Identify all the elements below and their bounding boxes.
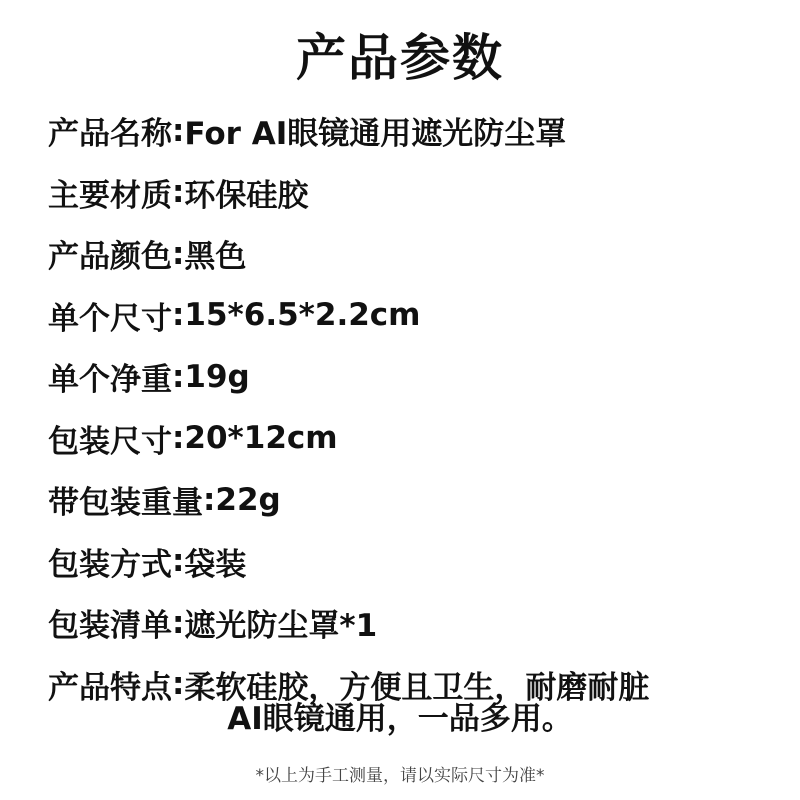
spec-label: 主要材质 — [48, 177, 172, 214]
spec-separator: : — [172, 112, 185, 149]
spec-row-packaging-method — [48, 531, 788, 593]
spec-list — [48, 100, 788, 715]
spec-row-package-size — [48, 408, 788, 470]
spec-row-product-name — [48, 100, 788, 162]
features-continuation: AI眼镜通用，一品多用。 — [227, 701, 573, 737]
spec-value: 15*6.5*2.2cm — [184, 297, 421, 334]
spec-row-unit-size — [48, 285, 788, 347]
spec-value: 袋装 — [184, 546, 247, 583]
spec-label: 产品名称 — [48, 116, 172, 153]
spec-value: 柔软硅胶，方便且卫生，耐磨耐脏 — [184, 669, 650, 706]
spec-value: 22g — [215, 481, 281, 518]
spec-value: 遮光防尘罩*1 — [184, 608, 378, 645]
spec-label: 产品颜色 — [48, 239, 172, 276]
spec-separator: : — [203, 481, 216, 518]
spec-label: 包装方式 — [48, 546, 172, 583]
spec-row-package-contents — [48, 592, 788, 654]
spec-separator: : — [172, 235, 185, 272]
spec-separator: : — [172, 297, 185, 334]
spec-row-color — [48, 223, 788, 285]
spec-row-gross-weight — [48, 469, 788, 531]
spec-row-material — [48, 162, 788, 224]
spec-label: 单个净重 — [48, 362, 172, 399]
spec-separator: : — [172, 358, 185, 395]
spec-value: For AI眼镜通用遮光防尘罩 — [184, 116, 567, 153]
spec-value: 19g — [184, 358, 250, 395]
spec-label: 包装清单 — [48, 608, 172, 645]
spec-label: 包装尺寸 — [48, 423, 172, 460]
spec-value: 环保硅胶 — [184, 177, 309, 214]
spec-separator: : — [172, 666, 185, 703]
spec-label: 产品特点 — [48, 669, 172, 706]
spec-separator: : — [172, 543, 185, 580]
page-title: 产品参数 — [296, 29, 504, 87]
spec-value: 20*12cm — [184, 420, 338, 457]
spec-label: 带包装重量 — [48, 485, 203, 522]
spec-separator: : — [172, 420, 185, 457]
spec-separator: : — [172, 604, 185, 641]
spec-row-net-weight — [48, 346, 788, 408]
measurement-note: *以上为手工测量，请以实际尺寸为准* — [255, 766, 545, 786]
spec-label: 单个尺寸 — [48, 300, 172, 337]
spec-value: 黑色 — [184, 239, 247, 276]
spec-separator: : — [172, 174, 185, 211]
